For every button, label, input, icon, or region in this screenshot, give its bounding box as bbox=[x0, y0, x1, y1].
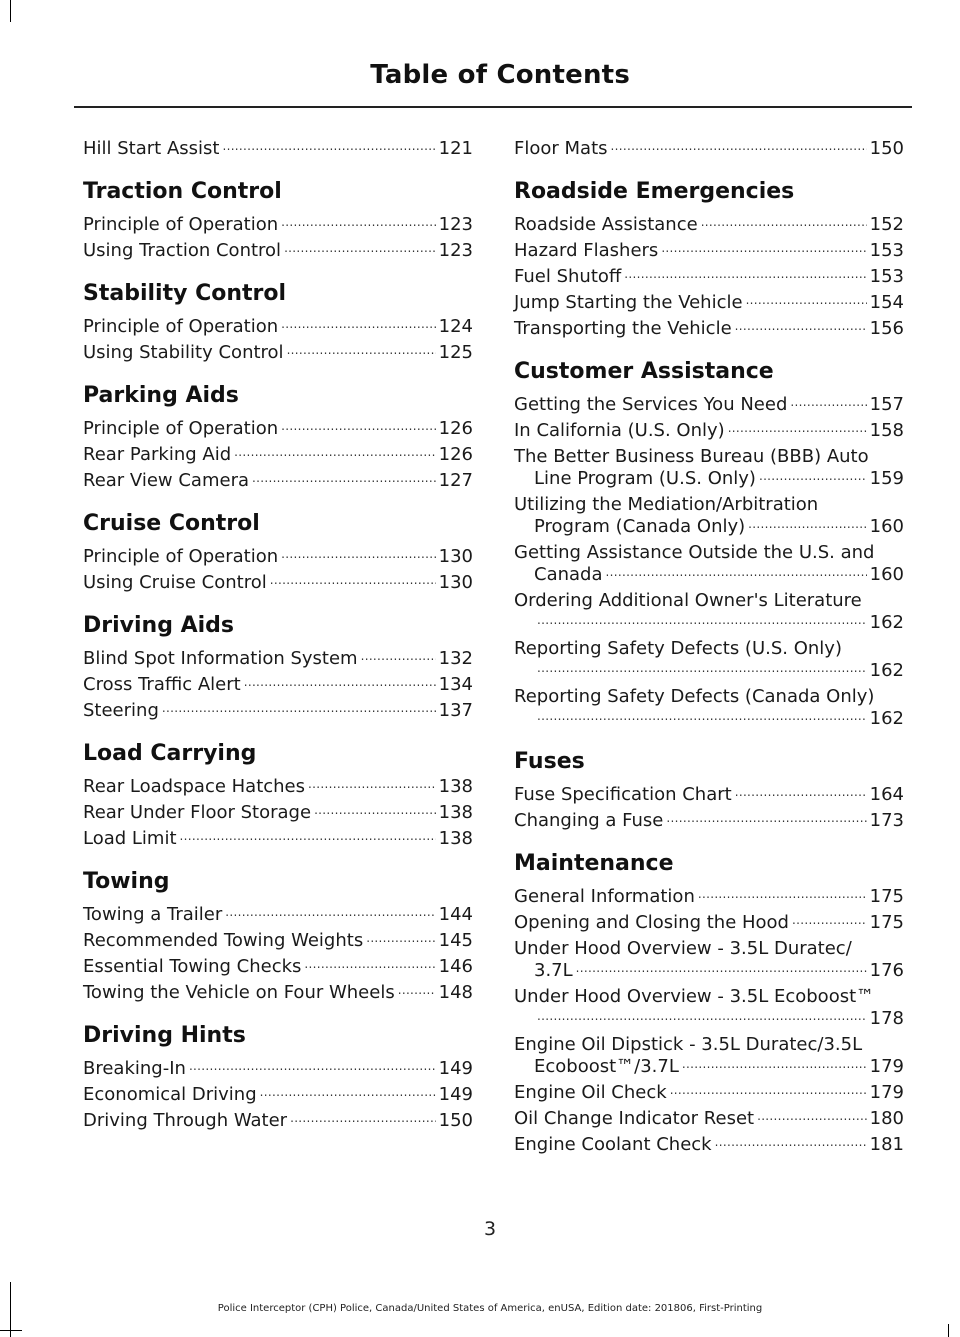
toc-entry-title: Driving Through Water bbox=[83, 1110, 288, 1131]
toc-entry-title: Using Cruise Control bbox=[83, 572, 267, 593]
toc-entry-title: Using Stability Control bbox=[83, 342, 284, 363]
dot-leader bbox=[162, 700, 436, 722]
toc-entry-title: Principle of Operation bbox=[83, 316, 279, 337]
dot-leader bbox=[537, 660, 867, 682]
toc-entry-page: 130 bbox=[438, 546, 473, 567]
dot-leader bbox=[728, 420, 867, 442]
section-heading-traction-control: Traction Control bbox=[83, 179, 282, 204]
toc-entry-title: Rear Loadspace Hatches bbox=[83, 776, 306, 797]
toc-entry[interactable] bbox=[514, 494, 904, 538]
dot-leader bbox=[759, 468, 867, 490]
section-heading-driving-aids: Driving Aids bbox=[83, 613, 235, 638]
toc-entry-title: Engine Oil Check bbox=[514, 1082, 667, 1103]
toc-entry-title: Under Hood Overview - 3.5L Ecoboost™ bbox=[514, 986, 875, 1007]
dot-leader bbox=[189, 1058, 436, 1080]
toc-entry[interactable] bbox=[83, 214, 473, 236]
toc-entry-title-cont: 3.7L bbox=[534, 960, 573, 981]
toc-entry-page: 127 bbox=[438, 470, 473, 491]
toc-entry-page: 148 bbox=[438, 982, 473, 1003]
toc-entry-title: Principle of Operation bbox=[83, 214, 279, 235]
toc-entry[interactable] bbox=[83, 470, 473, 492]
toc-entry-title: Fuse Specification Chart bbox=[514, 784, 732, 805]
toc-entry[interactable] bbox=[83, 572, 473, 594]
toc-entry[interactable] bbox=[83, 648, 473, 670]
toc-entry-title: Blind Spot Information System bbox=[83, 648, 358, 669]
toc-entry-page: 150 bbox=[869, 138, 904, 159]
toc-entry-title: Using Traction Control bbox=[83, 240, 282, 261]
toc-entry-page: 138 bbox=[438, 828, 473, 849]
dot-leader bbox=[281, 316, 436, 338]
section-heading-cruise-control: Cruise Control bbox=[83, 511, 260, 536]
toc-entry[interactable] bbox=[514, 420, 904, 442]
dot-leader bbox=[537, 612, 867, 634]
section-heading-maintenance: Maintenance bbox=[514, 851, 674, 876]
toc-entry[interactable] bbox=[514, 446, 904, 490]
toc-entry-page: 158 bbox=[869, 420, 904, 441]
toc-entry[interactable] bbox=[514, 938, 904, 982]
toc-entry[interactable] bbox=[83, 904, 473, 926]
toc-entry[interactable] bbox=[83, 674, 473, 696]
toc-entry-continuation bbox=[514, 1008, 904, 1030]
toc-entry-page: 123 bbox=[438, 240, 473, 261]
toc-entry-page: 175 bbox=[869, 912, 904, 933]
toc-entry[interactable] bbox=[83, 240, 473, 262]
toc-entry-continuation bbox=[514, 564, 904, 586]
toc-entry-page: 138 bbox=[438, 802, 473, 823]
toc-entry-page: 130 bbox=[438, 572, 473, 593]
toc-entry-page: 150 bbox=[438, 1110, 473, 1131]
toc-entry[interactable] bbox=[83, 316, 473, 338]
dot-leader bbox=[180, 828, 436, 850]
dot-leader bbox=[234, 444, 436, 466]
toc-entry-title: Economical Driving bbox=[83, 1084, 257, 1105]
toc-entry-page: 173 bbox=[869, 810, 904, 831]
dot-leader bbox=[748, 516, 866, 538]
dot-leader bbox=[308, 776, 436, 798]
toc-entry-title: Transporting the Vehicle bbox=[514, 318, 732, 339]
toc-entry-page: 125 bbox=[438, 342, 473, 363]
toc-column-left bbox=[83, 138, 473, 1136]
toc-entry-page: 126 bbox=[438, 418, 473, 439]
dot-leader bbox=[225, 904, 435, 926]
dot-leader bbox=[252, 470, 436, 492]
toc-entry[interactable] bbox=[514, 292, 904, 314]
dot-leader bbox=[576, 960, 867, 982]
toc-entry-page: 162 bbox=[869, 612, 904, 633]
toc-entry[interactable] bbox=[514, 138, 904, 160]
toc-entry[interactable] bbox=[83, 444, 473, 466]
toc-entry[interactable] bbox=[514, 266, 904, 288]
dot-leader bbox=[398, 982, 436, 1004]
toc-entry[interactable] bbox=[514, 590, 904, 634]
toc-entry-page: 149 bbox=[438, 1084, 473, 1105]
section-heading-driving-hints: Driving Hints bbox=[83, 1023, 246, 1048]
page-number: 3 bbox=[483, 1218, 497, 1240]
toc-entry-title: Cross Traffic Alert bbox=[83, 674, 241, 695]
dot-leader bbox=[661, 240, 866, 262]
dot-leader bbox=[624, 266, 866, 288]
toc-entry[interactable] bbox=[83, 802, 473, 824]
toc-entry-page: 179 bbox=[869, 1082, 904, 1103]
toc-entry[interactable] bbox=[514, 542, 904, 586]
dot-leader bbox=[281, 546, 436, 568]
toc-entry[interactable] bbox=[83, 930, 473, 952]
toc-entry-page: 178 bbox=[869, 1008, 904, 1029]
toc-entry-title-cont: Canada bbox=[534, 564, 603, 585]
toc-entry-page: 157 bbox=[869, 394, 904, 415]
toc-entry[interactable] bbox=[514, 638, 904, 682]
toc-entry-continuation bbox=[514, 468, 904, 490]
toc-entry-page: 146 bbox=[438, 956, 473, 977]
toc-entry-title: Load Limit bbox=[83, 828, 177, 849]
toc-entry[interactable] bbox=[83, 776, 473, 798]
toc-entry-title: Getting Assistance Outside the U.S. and bbox=[514, 542, 875, 563]
dot-leader bbox=[715, 1134, 867, 1156]
dot-leader bbox=[366, 930, 435, 952]
toc-entry-title: Towing the Vehicle on Four Wheels bbox=[83, 982, 395, 1003]
dot-leader bbox=[361, 648, 436, 670]
toc-entry-title: Changing a Fuse bbox=[514, 810, 664, 831]
dot-leader bbox=[284, 240, 436, 262]
toc-entry-page: 160 bbox=[869, 516, 904, 537]
crop-mark-bottom-right bbox=[948, 1324, 949, 1337]
toc-entry-title: Essential Towing Checks bbox=[83, 956, 302, 977]
dot-leader bbox=[537, 708, 867, 730]
crop-mark-top-left bbox=[10, 0, 11, 22]
toc-entry[interactable] bbox=[83, 342, 473, 364]
toc-entry-page: 176 bbox=[869, 960, 904, 981]
toc-entry[interactable] bbox=[514, 1034, 904, 1078]
toc-entry[interactable] bbox=[514, 1082, 904, 1104]
toc-entry-page: 164 bbox=[869, 784, 904, 805]
toc-entry[interactable] bbox=[514, 810, 904, 832]
dot-leader bbox=[281, 214, 436, 236]
toc-entry-title: Opening and Closing the Hood bbox=[514, 912, 789, 933]
toc-entry-continuation bbox=[514, 960, 904, 982]
toc-entry-title-cont: Ecoboost™/3.7L bbox=[534, 1056, 679, 1077]
toc-entry-page: 121 bbox=[438, 138, 473, 159]
dot-leader bbox=[244, 674, 436, 696]
dot-leader bbox=[287, 342, 436, 364]
toc-entry-page: 145 bbox=[438, 930, 473, 951]
dot-leader bbox=[304, 956, 435, 978]
toc-entry-page: 124 bbox=[438, 316, 473, 337]
dot-leader bbox=[746, 292, 867, 314]
toc-entry-title: Getting the Services You Need bbox=[514, 394, 788, 415]
dot-leader bbox=[222, 138, 435, 160]
toc-entry-title: Oil Change Indicator Reset bbox=[514, 1108, 755, 1129]
dot-leader bbox=[290, 1110, 436, 1132]
section-heading-customer-assistance: Customer Assistance bbox=[514, 359, 774, 384]
toc-entry-title: Engine Oil Dipstick - 3.5L Duratec/3.5L bbox=[514, 1034, 863, 1055]
dot-leader bbox=[281, 418, 436, 440]
toc-entry-page: 134 bbox=[438, 674, 473, 695]
toc-entry-title: Ordering Additional Owner's Literature bbox=[514, 590, 862, 611]
toc-entry-page: 159 bbox=[869, 468, 904, 489]
toc-entry-title: Hill Start Assist bbox=[83, 138, 220, 159]
page-title: Table of Contents bbox=[370, 60, 630, 90]
toc-entry[interactable] bbox=[83, 1084, 473, 1106]
toc-entry-continuation bbox=[514, 1056, 904, 1078]
toc-entry-title: Principle of Operation bbox=[83, 546, 279, 567]
toc-entry[interactable] bbox=[83, 546, 473, 568]
crop-mark-bottom-left-h bbox=[0, 1330, 22, 1331]
toc-entry-title: Rear Parking Aid bbox=[83, 444, 232, 465]
toc-entry[interactable] bbox=[83, 1110, 473, 1132]
toc-entry-title-cont: Program (Canada Only) bbox=[534, 516, 746, 537]
toc-entry-page: 137 bbox=[438, 700, 473, 721]
toc-entry[interactable] bbox=[83, 1058, 473, 1080]
dot-leader bbox=[606, 564, 867, 586]
toc-entry-continuation bbox=[514, 516, 904, 538]
toc-entry[interactable] bbox=[514, 886, 904, 908]
section-heading-stability-control: Stability Control bbox=[83, 281, 287, 306]
toc-entry-title: The Better Business Bureau (BBB) Auto bbox=[514, 446, 869, 467]
toc-entry-page: 156 bbox=[869, 318, 904, 339]
toc-entry-page: 149 bbox=[438, 1058, 473, 1079]
toc-entry-page: 138 bbox=[438, 776, 473, 797]
toc-entry-title: Reporting Safety Defects (Canada Only) bbox=[514, 686, 875, 707]
dot-leader bbox=[790, 394, 866, 416]
toc-entry-page: 160 bbox=[869, 564, 904, 585]
toc-entry[interactable] bbox=[83, 138, 473, 160]
toc-entry-page: 162 bbox=[869, 660, 904, 681]
toc-entry-page: 144 bbox=[438, 904, 473, 925]
toc-entry[interactable] bbox=[83, 982, 473, 1004]
dot-leader bbox=[757, 1108, 867, 1130]
toc-entry[interactable] bbox=[83, 828, 473, 850]
toc-entry[interactable] bbox=[514, 686, 904, 730]
toc-entry-continuation bbox=[514, 660, 904, 682]
toc-entry[interactable] bbox=[514, 1134, 904, 1156]
dot-leader bbox=[670, 1082, 867, 1104]
dot-leader bbox=[611, 138, 867, 160]
toc-entry-title: Floor Mats bbox=[514, 138, 608, 159]
toc-entry-page: 153 bbox=[869, 240, 904, 261]
toc-entry[interactable] bbox=[514, 318, 904, 340]
section-heading-roadside-emergencies: Roadside Emergencies bbox=[514, 179, 795, 204]
dot-leader bbox=[735, 318, 867, 340]
toc-entry-title: Engine Coolant Check bbox=[514, 1134, 712, 1155]
toc-entry-title-cont: Line Program (U.S. Only) bbox=[534, 468, 756, 489]
dot-leader bbox=[260, 1084, 436, 1106]
toc-entry-page: 152 bbox=[869, 214, 904, 235]
toc-entry[interactable] bbox=[514, 986, 904, 1030]
toc-entry-title: Rear View Camera bbox=[83, 470, 249, 491]
toc-entry[interactable] bbox=[514, 1108, 904, 1130]
toc-entry[interactable] bbox=[514, 394, 904, 416]
toc-entry[interactable] bbox=[83, 418, 473, 440]
dot-leader bbox=[314, 802, 436, 824]
toc-entry-title: Utilizing the Mediation/Arbitration bbox=[514, 494, 819, 515]
dot-leader bbox=[792, 912, 867, 934]
dot-leader bbox=[537, 1008, 867, 1030]
toc-entry-title: Hazard Flashers bbox=[514, 240, 659, 261]
toc-entry-page: 154 bbox=[869, 292, 904, 313]
toc-entry-page: 153 bbox=[869, 266, 904, 287]
section-heading-load-carrying: Load Carrying bbox=[83, 741, 257, 766]
toc-entry[interactable] bbox=[83, 700, 473, 722]
dot-leader bbox=[701, 214, 867, 236]
toc-entry-page: 162 bbox=[869, 708, 904, 729]
toc-entry-title: Reporting Safety Defects (U.S. Only) bbox=[514, 638, 842, 659]
toc-entry-page: 123 bbox=[438, 214, 473, 235]
toc-entry-title: Fuel Shutoff bbox=[514, 266, 622, 287]
dot-leader bbox=[666, 810, 866, 832]
toc-entry-continuation bbox=[514, 708, 904, 730]
toc-entry[interactable] bbox=[514, 214, 904, 236]
dot-leader bbox=[698, 886, 867, 908]
toc-entry-title: General Information bbox=[514, 886, 695, 907]
toc-entry-title: Principle of Operation bbox=[83, 418, 279, 439]
header-divider bbox=[74, 106, 912, 108]
toc-column-right bbox=[514, 138, 904, 1160]
toc-entry[interactable] bbox=[514, 784, 904, 806]
section-heading-fuses: Fuses bbox=[514, 749, 585, 774]
toc-entry-page: 126 bbox=[438, 444, 473, 465]
toc-entry-page: 132 bbox=[438, 648, 473, 669]
toc-entry-page: 175 bbox=[869, 886, 904, 907]
toc-entry[interactable] bbox=[514, 912, 904, 934]
toc-entry-title: Roadside Assistance bbox=[514, 214, 698, 235]
toc-entry-title: Breaking-In bbox=[83, 1058, 186, 1079]
toc-entry-title: Recommended Towing Weights bbox=[83, 930, 364, 951]
toc-entry-title: Jump Starting the Vehicle bbox=[514, 292, 743, 313]
section-heading-parking-aids: Parking Aids bbox=[83, 383, 239, 408]
toc-entry-title: Under Hood Overview - 3.5L Duratec/ bbox=[514, 938, 852, 959]
toc-entry-title: Steering bbox=[83, 700, 159, 721]
toc-entry-title: Rear Under Floor Storage bbox=[83, 802, 312, 823]
toc-entry[interactable] bbox=[514, 240, 904, 262]
toc-entry-continuation bbox=[514, 612, 904, 634]
toc-entry-page: 179 bbox=[869, 1056, 904, 1077]
section-heading-towing: Towing bbox=[83, 869, 170, 894]
toc-entry[interactable] bbox=[83, 956, 473, 978]
toc-entry-page: 180 bbox=[869, 1108, 904, 1129]
toc-entry-page: 181 bbox=[869, 1134, 904, 1155]
footer-edition-note: Police Interceptor (CPH) Police, Canada/United States of America, enUSA, Edition date: 201806, First-Printing bbox=[217, 1303, 763, 1314]
dot-leader bbox=[682, 1056, 867, 1078]
toc-entry-title: In California (U.S. Only) bbox=[514, 420, 725, 441]
dot-leader bbox=[735, 784, 867, 806]
toc-entry-title: Towing a Trailer bbox=[83, 904, 223, 925]
dot-leader bbox=[270, 572, 436, 594]
